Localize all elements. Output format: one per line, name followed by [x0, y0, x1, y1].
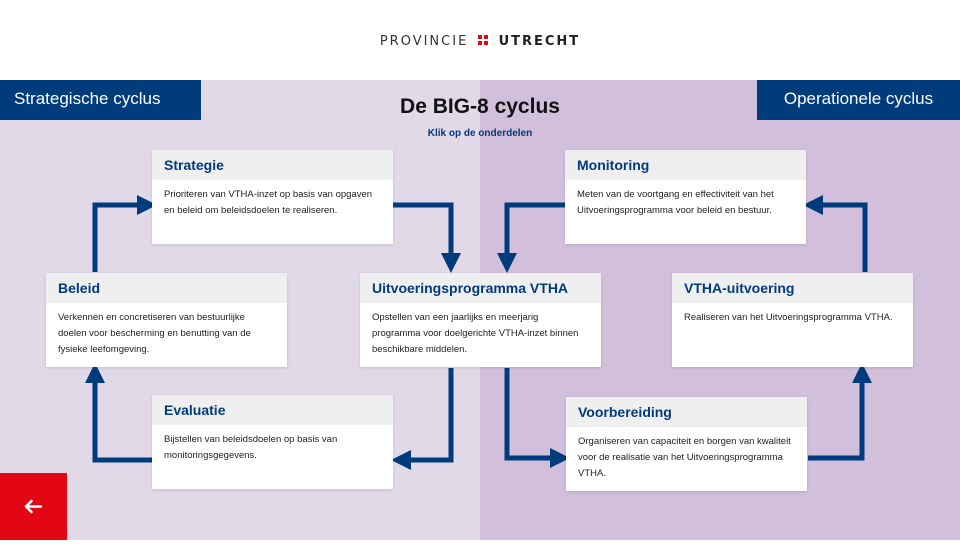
card-uitvoeringsprogramma-title: Uitvoeringsprogramma VTHA — [360, 273, 601, 303]
arrow-beleid-to-strategie — [95, 205, 148, 272]
card-vtha-uitvoering-text: Realiseren van het Uitvoeringsprogramma VTHA. — [684, 312, 893, 323]
arrow-uitvoeringsprogramma-to-evaluatie — [400, 368, 451, 460]
card-monitoring-title: Monitoring — [565, 150, 806, 180]
card-evaluatie[interactable] — [152, 395, 393, 489]
strategic-cycle-tag: Strategische cyclus — [0, 80, 201, 120]
arrow-vtha-uitvoering-to-monitoring — [812, 205, 865, 272]
card-voorbereiding-title: Voorbereiding — [566, 397, 807, 427]
operational-cycle-tag: Operationele cyclus — [757, 80, 960, 120]
card-strategie[interactable] — [152, 150, 393, 244]
card-voorbereiding[interactable] — [566, 397, 807, 491]
card-beleid-title: Beleid — [46, 273, 287, 303]
arrow-uitvoeringsprogramma-to-voorbereiding — [507, 368, 561, 458]
card-evaluatie-title: Evaluatie — [152, 395, 393, 425]
card-beleid-text: Verkennen en concretiseren van bestuurlijke doelen voor bescherming en benutting van de fysieke leefomgeving. — [58, 312, 251, 355]
card-uitvoeringsprogramma-text: Opstellen van een jaarlijks en meerjarig programma voor doelgerichte VTHA-inzet binnen beschikbare middelen. — [372, 312, 579, 355]
card-uitvoeringsprogramma[interactable] — [360, 273, 601, 367]
card-strategie-title: Strategie — [152, 150, 393, 180]
card-vtha-uitvoering-title: VTHA-uitvoering — [672, 273, 913, 303]
card-beleid[interactable] — [46, 273, 287, 367]
card-monitoring-text: Meten van de voortgang en effectiviteit van het Uitvoeringsprogramma voor beleid en bestuur. — [577, 189, 774, 216]
arrow-left-icon — [0, 473, 67, 540]
card-monitoring[interactable] — [565, 150, 806, 244]
card-strategie-text: Prioriteren van VTHA-inzet op basis van opgaven en beleid om beleidsdoelen te realiseren. — [164, 189, 373, 216]
logo-text-left: PROVINCIE — [379, 34, 469, 49]
arrow-voorbereiding-to-vtha-uitvoering — [808, 372, 862, 458]
logo-text-right: UTRECHT — [498, 34, 581, 49]
arrow-monitoring-to-uitvoeringsprogramma — [507, 205, 565, 264]
arrow-strategie-to-uitvoeringsprogramma — [393, 205, 451, 264]
card-evaluatie-text: Bijstellen van beleidsdoelen op basis van monitoringsgegevens. — [164, 434, 338, 461]
card-vtha-uitvoering[interactable] — [672, 273, 913, 367]
page-title: De BIG-8 cyclus — [400, 95, 560, 118]
page-subtitle: Klik op de onderdelen — [427, 128, 533, 139]
back-button[interactable] — [0, 473, 67, 540]
card-voorbereiding-text: Organiseren van capaciteit en borgen van kwaliteit voor de realisatie van het Uitvoeringsprogramma VTHA. — [578, 436, 791, 479]
arrow-evaluatie-to-beleid — [95, 372, 152, 460]
